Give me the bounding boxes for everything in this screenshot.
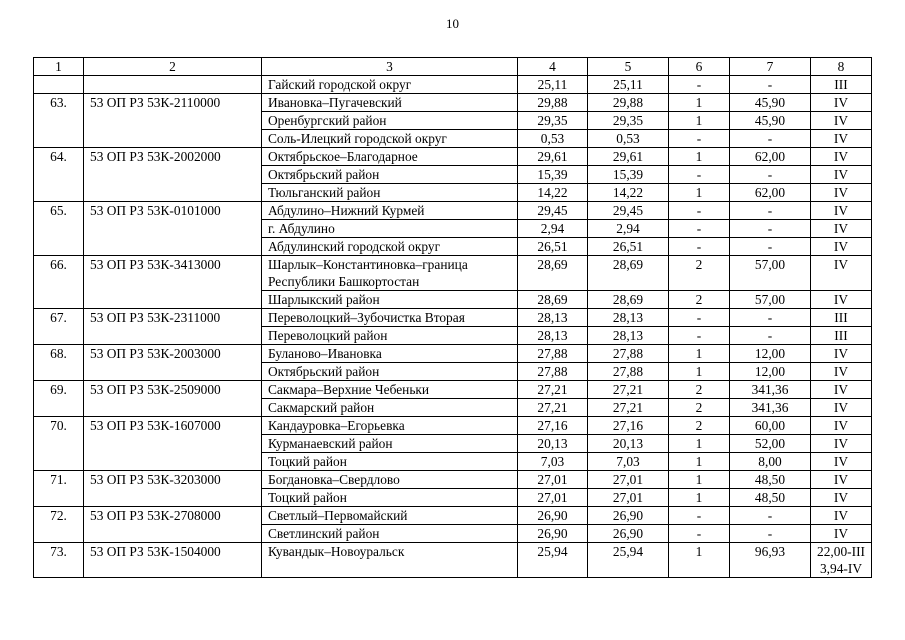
length-total-cell: 28,13 bbox=[518, 327, 588, 345]
length-total-cell: 25,94 bbox=[518, 543, 588, 578]
table-row bbox=[34, 148, 872, 166]
length-total-cell: 27,21 bbox=[518, 381, 588, 399]
length-total-cell: 27,01 bbox=[518, 489, 588, 507]
item-number-cell: 73. bbox=[34, 543, 84, 578]
bridge-count-cell: 2 bbox=[669, 417, 730, 435]
table-row bbox=[34, 507, 872, 525]
bridge-length-cell: 48,50 bbox=[730, 489, 811, 507]
length-total-cell: 25,11 bbox=[518, 76, 588, 94]
road-code-cell bbox=[84, 76, 262, 94]
length-section-cell: 25,94 bbox=[588, 543, 669, 578]
length-section-cell: 27,88 bbox=[588, 345, 669, 363]
category-cell: IV bbox=[811, 220, 872, 238]
bridge-length-cell: - bbox=[730, 525, 811, 543]
bridge-count-cell: - bbox=[669, 166, 730, 184]
road-code-cell: 53 ОП РЗ 53К-2311000 bbox=[84, 309, 262, 345]
category-cell: IV bbox=[811, 238, 872, 256]
road-code-cell: 53 ОП РЗ 53К-2708000 bbox=[84, 507, 262, 543]
category-cell: IV bbox=[811, 166, 872, 184]
category-cell: IV bbox=[811, 291, 872, 309]
bridge-length-cell: 57,00 bbox=[730, 256, 811, 291]
length-total-cell: 28,69 bbox=[518, 291, 588, 309]
road-code-cell: 53 ОП РЗ 53К-2002000 bbox=[84, 148, 262, 202]
road-name-cell: Оренбургский район bbox=[262, 112, 518, 130]
length-section-cell: 29,45 bbox=[588, 202, 669, 220]
length-section-cell: 15,39 bbox=[588, 166, 669, 184]
length-section-cell: 28,13 bbox=[588, 309, 669, 327]
item-number-cell: 69. bbox=[34, 381, 84, 417]
category-cell: IV bbox=[811, 381, 872, 399]
category-cell: IV bbox=[811, 94, 872, 112]
bridge-count-cell: 1 bbox=[669, 184, 730, 202]
item-number-cell: 70. bbox=[34, 417, 84, 471]
road-name-cell: Сакмара–Верхние Чебеньки bbox=[262, 381, 518, 399]
bridge-count-cell: - bbox=[669, 525, 730, 543]
item-number-cell: 65. bbox=[34, 202, 84, 256]
column-header: 3 bbox=[262, 58, 518, 76]
column-header: 2 bbox=[84, 58, 262, 76]
item-number-cell: 67. bbox=[34, 309, 84, 345]
road-code-cell: 53 ОП РЗ 53К-2003000 bbox=[84, 345, 262, 381]
bridge-length-cell: 45,90 bbox=[730, 112, 811, 130]
length-section-cell: 26,90 bbox=[588, 525, 669, 543]
road-name-cell: Буланово–Ивановка bbox=[262, 345, 518, 363]
bridge-length-cell: - bbox=[730, 166, 811, 184]
bridge-length-cell: - bbox=[730, 327, 811, 345]
bridge-count-cell: - bbox=[669, 238, 730, 256]
bridge-length-cell: - bbox=[730, 202, 811, 220]
column-header: 6 bbox=[669, 58, 730, 76]
length-section-cell: 29,35 bbox=[588, 112, 669, 130]
bridge-count-cell: 2 bbox=[669, 399, 730, 417]
item-number-cell: 68. bbox=[34, 345, 84, 381]
road-code-cell: 53 ОП РЗ 53К-1504000 bbox=[84, 543, 262, 578]
category-cell: IV bbox=[811, 345, 872, 363]
length-section-cell: 28,13 bbox=[588, 327, 669, 345]
length-total-cell: 2,94 bbox=[518, 220, 588, 238]
bridge-count-cell: 1 bbox=[669, 453, 730, 471]
bridge-count-cell: 2 bbox=[669, 291, 730, 309]
bridge-count-cell: - bbox=[669, 507, 730, 525]
table-row bbox=[34, 202, 872, 220]
table-row bbox=[34, 94, 872, 112]
bridge-count-cell: 1 bbox=[669, 543, 730, 578]
bridge-count-cell: - bbox=[669, 202, 730, 220]
column-header: 1 bbox=[34, 58, 84, 76]
bridge-count-cell: 1 bbox=[669, 435, 730, 453]
category-cell: III bbox=[811, 327, 872, 345]
road-name-cell: Переволоцкий район bbox=[262, 327, 518, 345]
length-total-cell: 26,90 bbox=[518, 525, 588, 543]
road-code-cell: 53 ОП РЗ 53К-2110000 bbox=[84, 94, 262, 148]
category-cell: IV bbox=[811, 489, 872, 507]
road-name-cell: Тюльганский район bbox=[262, 184, 518, 202]
length-total-cell: 27,21 bbox=[518, 399, 588, 417]
road-register-table bbox=[33, 57, 872, 578]
length-section-cell: 27,21 bbox=[588, 381, 669, 399]
road-name-cell: Шарлыкский район bbox=[262, 291, 518, 309]
category-cell: III bbox=[811, 76, 872, 94]
table-body bbox=[34, 76, 872, 578]
table-row bbox=[34, 309, 872, 327]
column-header: 5 bbox=[588, 58, 669, 76]
bridge-length-cell: - bbox=[730, 507, 811, 525]
bridge-length-cell: 60,00 bbox=[730, 417, 811, 435]
length-section-cell: 2,94 bbox=[588, 220, 669, 238]
length-section-cell: 27,88 bbox=[588, 363, 669, 381]
road-name-cell: Светлый–Первомайский bbox=[262, 507, 518, 525]
bridge-length-cell: 62,00 bbox=[730, 184, 811, 202]
table-row bbox=[34, 76, 872, 94]
road-name-cell: Гайский городской округ bbox=[262, 76, 518, 94]
bridge-length-cell: 52,00 bbox=[730, 435, 811, 453]
road-name-cell: Абдулинский городской округ bbox=[262, 238, 518, 256]
length-section-cell: 28,69 bbox=[588, 291, 669, 309]
road-name-cell: Кувандык–Новоуральск bbox=[262, 543, 518, 578]
length-total-cell: 15,39 bbox=[518, 166, 588, 184]
category-cell: III bbox=[811, 309, 872, 327]
table-row bbox=[34, 471, 872, 489]
length-section-cell: 27,16 bbox=[588, 417, 669, 435]
road-code-cell: 53 ОП РЗ 53К-3203000 bbox=[84, 471, 262, 507]
bridge-length-cell: 12,00 bbox=[730, 363, 811, 381]
bridge-count-cell: 2 bbox=[669, 256, 730, 291]
bridge-count-cell: 1 bbox=[669, 148, 730, 166]
bridge-count-cell: 1 bbox=[669, 363, 730, 381]
length-section-cell: 26,51 bbox=[588, 238, 669, 256]
road-name-cell: Октябрьский район bbox=[262, 363, 518, 381]
road-code-cell: 53 ОП РЗ 53К-0101000 bbox=[84, 202, 262, 256]
category-cell: IV bbox=[811, 148, 872, 166]
table-row bbox=[34, 381, 872, 399]
category-cell: 22,00-III 3,94-IV bbox=[811, 543, 872, 578]
bridge-length-cell: 48,50 bbox=[730, 471, 811, 489]
category-cell: IV bbox=[811, 130, 872, 148]
item-number-cell bbox=[34, 76, 84, 94]
bridge-length-cell: 45,90 bbox=[730, 94, 811, 112]
bridge-length-cell: - bbox=[730, 220, 811, 238]
length-total-cell: 26,90 bbox=[518, 507, 588, 525]
length-total-cell: 29,88 bbox=[518, 94, 588, 112]
road-name-cell: Сакмарский район bbox=[262, 399, 518, 417]
item-number-cell: 66. bbox=[34, 256, 84, 309]
page-number: 10 bbox=[446, 16, 459, 31]
length-section-cell: 27,01 bbox=[588, 471, 669, 489]
category-cell: IV bbox=[811, 202, 872, 220]
bridge-length-cell: - bbox=[730, 238, 811, 256]
length-total-cell: 29,61 bbox=[518, 148, 588, 166]
category-cell: IV bbox=[811, 363, 872, 381]
category-cell: IV bbox=[811, 112, 872, 130]
length-section-cell: 14,22 bbox=[588, 184, 669, 202]
table-row bbox=[34, 417, 872, 435]
road-code-cell: 53 ОП РЗ 53К-3413000 bbox=[84, 256, 262, 309]
length-section-cell: 0,53 bbox=[588, 130, 669, 148]
category-cell: IV bbox=[811, 256, 872, 291]
bridge-length-cell: - bbox=[730, 130, 811, 148]
length-section-cell: 28,69 bbox=[588, 256, 669, 291]
category-cell: IV bbox=[811, 471, 872, 489]
road-code-cell: 53 ОП РЗ 53К-1607000 bbox=[84, 417, 262, 471]
road-name-cell: г. Абдулино bbox=[262, 220, 518, 238]
bridge-length-cell: 341,36 bbox=[730, 399, 811, 417]
bridge-count-cell: 1 bbox=[669, 94, 730, 112]
bridge-count-cell: 1 bbox=[669, 345, 730, 363]
length-section-cell: 26,90 bbox=[588, 507, 669, 525]
table-row bbox=[34, 345, 872, 363]
length-total-cell: 27,01 bbox=[518, 471, 588, 489]
road-name-cell: Переволоцкий–Зубочистка Вторая bbox=[262, 309, 518, 327]
length-section-cell: 25,11 bbox=[588, 76, 669, 94]
bridge-count-cell: 2 bbox=[669, 381, 730, 399]
table-row bbox=[34, 543, 872, 578]
column-header: 7 bbox=[730, 58, 811, 76]
road-name-cell: Шарлык–Константиновка–граница Республики Башкортостан bbox=[262, 256, 518, 291]
length-section-cell: 27,01 bbox=[588, 489, 669, 507]
item-number-cell: 72. bbox=[34, 507, 84, 543]
length-total-cell: 20,13 bbox=[518, 435, 588, 453]
table-row bbox=[34, 256, 872, 291]
bridge-count-cell: - bbox=[669, 327, 730, 345]
length-total-cell: 0,53 bbox=[518, 130, 588, 148]
road-code-cell: 53 ОП РЗ 53К-2509000 bbox=[84, 381, 262, 417]
road-name-cell: Богдановка–Свердлово bbox=[262, 471, 518, 489]
length-section-cell: 20,13 bbox=[588, 435, 669, 453]
road-name-cell: Кандауровка–Егорьевка bbox=[262, 417, 518, 435]
bridge-length-cell: 341,36 bbox=[730, 381, 811, 399]
category-cell: IV bbox=[811, 399, 872, 417]
length-total-cell: 29,35 bbox=[518, 112, 588, 130]
length-total-cell: 29,45 bbox=[518, 202, 588, 220]
category-cell: IV bbox=[811, 184, 872, 202]
length-section-cell: 27,21 bbox=[588, 399, 669, 417]
category-cell: IV bbox=[811, 453, 872, 471]
bridge-count-cell: 1 bbox=[669, 471, 730, 489]
bridge-count-cell: - bbox=[669, 130, 730, 148]
length-total-cell: 14,22 bbox=[518, 184, 588, 202]
bridge-length-cell: - bbox=[730, 309, 811, 327]
bridge-length-cell: 12,00 bbox=[730, 345, 811, 363]
bridge-length-cell: - bbox=[730, 76, 811, 94]
bridge-count-cell: - bbox=[669, 220, 730, 238]
category-cell: IV bbox=[811, 435, 872, 453]
length-section-cell: 29,88 bbox=[588, 94, 669, 112]
length-total-cell: 26,51 bbox=[518, 238, 588, 256]
road-name-cell: Ивановка–Пугачевский bbox=[262, 94, 518, 112]
category-cell: IV bbox=[811, 525, 872, 543]
length-section-cell: 7,03 bbox=[588, 453, 669, 471]
length-total-cell: 7,03 bbox=[518, 453, 588, 471]
road-name-cell: Тоцкий район bbox=[262, 489, 518, 507]
column-header: 4 bbox=[518, 58, 588, 76]
bridge-length-cell: 62,00 bbox=[730, 148, 811, 166]
length-section-cell: 29,61 bbox=[588, 148, 669, 166]
road-name-cell: Абдулино–Нижний Курмей bbox=[262, 202, 518, 220]
road-name-cell: Курманаевский район bbox=[262, 435, 518, 453]
bridge-count-cell: 1 bbox=[669, 112, 730, 130]
item-number-cell: 64. bbox=[34, 148, 84, 202]
bridge-length-cell: 57,00 bbox=[730, 291, 811, 309]
bridge-count-cell: - bbox=[669, 76, 730, 94]
road-name-cell: Соль-Илецкий городской округ bbox=[262, 130, 518, 148]
bridge-count-cell: - bbox=[669, 309, 730, 327]
category-cell: IV bbox=[811, 417, 872, 435]
item-number-cell: 71. bbox=[34, 471, 84, 507]
bridge-length-cell: 96,93 bbox=[730, 543, 811, 578]
category-cell: IV bbox=[811, 507, 872, 525]
item-number-cell: 63. bbox=[34, 94, 84, 148]
road-name-cell: Тоцкий район bbox=[262, 453, 518, 471]
length-total-cell: 27,16 bbox=[518, 417, 588, 435]
bridge-count-cell: 1 bbox=[669, 489, 730, 507]
length-total-cell: 28,13 bbox=[518, 309, 588, 327]
length-total-cell: 27,88 bbox=[518, 345, 588, 363]
length-total-cell: 28,69 bbox=[518, 256, 588, 291]
length-total-cell: 27,88 bbox=[518, 363, 588, 381]
road-name-cell: Октябрьское–Благодарное bbox=[262, 148, 518, 166]
column-number-row bbox=[34, 58, 872, 76]
road-name-cell: Октябрьский район bbox=[262, 166, 518, 184]
road-name-cell: Светлинский район bbox=[262, 525, 518, 543]
bridge-length-cell: 8,00 bbox=[730, 453, 811, 471]
column-header: 8 bbox=[811, 58, 872, 76]
